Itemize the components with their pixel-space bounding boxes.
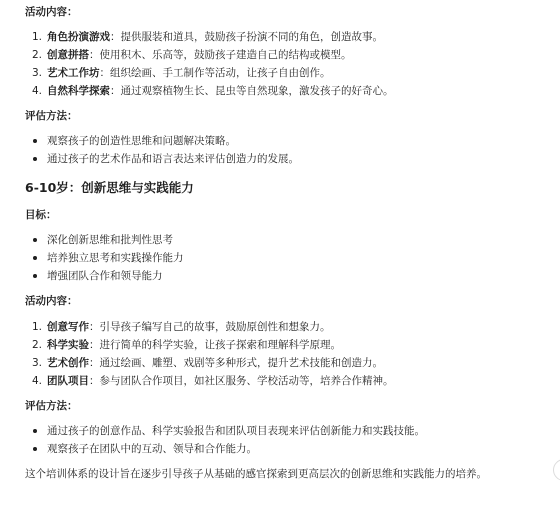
- list-item: 培养独立思考和实践操作能力: [25, 249, 540, 267]
- list-item: 4. 团队项目：参与团队合作项目，如社区服务、学校活动等，培养合作精神。: [32, 375, 394, 387]
- scroll-to-bottom-button[interactable]: [553, 459, 560, 481]
- evaluation-list: [25, 422, 540, 458]
- list-item: 通过孩子的艺术作品和语言表达来评估创造力的发展。: [25, 150, 540, 168]
- age-group-heading: 6-10岁：创新思维与实践能力: [25, 180, 194, 195]
- summary-text: 这个培训体系的设计旨在逐步引导孩子从基础的感官探索到更高层次的创新思维和实践能力的培养。: [25, 468, 487, 480]
- goals-label: 目标：: [25, 209, 57, 221]
- list-item: 2. 创意拼搭：使用积木、乐高等，鼓励孩子建造自己的结构或模型。: [32, 49, 352, 61]
- list-item: 3. 艺术创作：通过绘画、雕塑、戏剧等多种形式，提升艺术技能和创造力。: [32, 357, 383, 369]
- evaluation-list: [25, 132, 540, 168]
- activities-label: 活动内容：: [25, 295, 78, 307]
- activities-label: 活动内容：: [25, 6, 78, 18]
- chat-message-content: [25, 3, 540, 483]
- goals-list: [25, 231, 540, 285]
- list-item: 通过孩子的创意作品、科学实验报告和团队项目表现来评估创新能力和实践技能。: [25, 422, 540, 440]
- activities-list: [25, 28, 540, 100]
- list-item: 观察孩子在团队中的互动、领导和合作能力。: [25, 440, 540, 458]
- list-item: 增强团队合作和领导能力: [25, 267, 540, 285]
- list-item: 1. 角色扮演游戏：提供服装和道具，鼓励孩子扮演不同的角色，创造故事。: [32, 31, 383, 43]
- evaluation-label: 评估方法：: [25, 400, 78, 412]
- list-item: 1. 创意写作：引导孩子编写自己的故事，鼓励原创性和想象力。: [32, 321, 331, 333]
- list-item: 3. 艺术工作坊：组织绘画、手工制作等活动，让孩子自由创作。: [32, 67, 331, 79]
- list-item: 4. 自然科学探索：通过观察植物生长、昆虫等自然现象，激发孩子的好奇心。: [32, 85, 394, 97]
- activities-list: [25, 318, 540, 390]
- list-item: 2. 科学实验：进行简单的科学实验，让孩子探索和理解科学原理。: [32, 339, 341, 351]
- list-item: 深化创新思维和批判性思考: [25, 231, 540, 249]
- list-item: 观察孩子的创造性思维和问题解决策略。: [25, 132, 540, 150]
- evaluation-label: 评估方法：: [25, 110, 78, 122]
